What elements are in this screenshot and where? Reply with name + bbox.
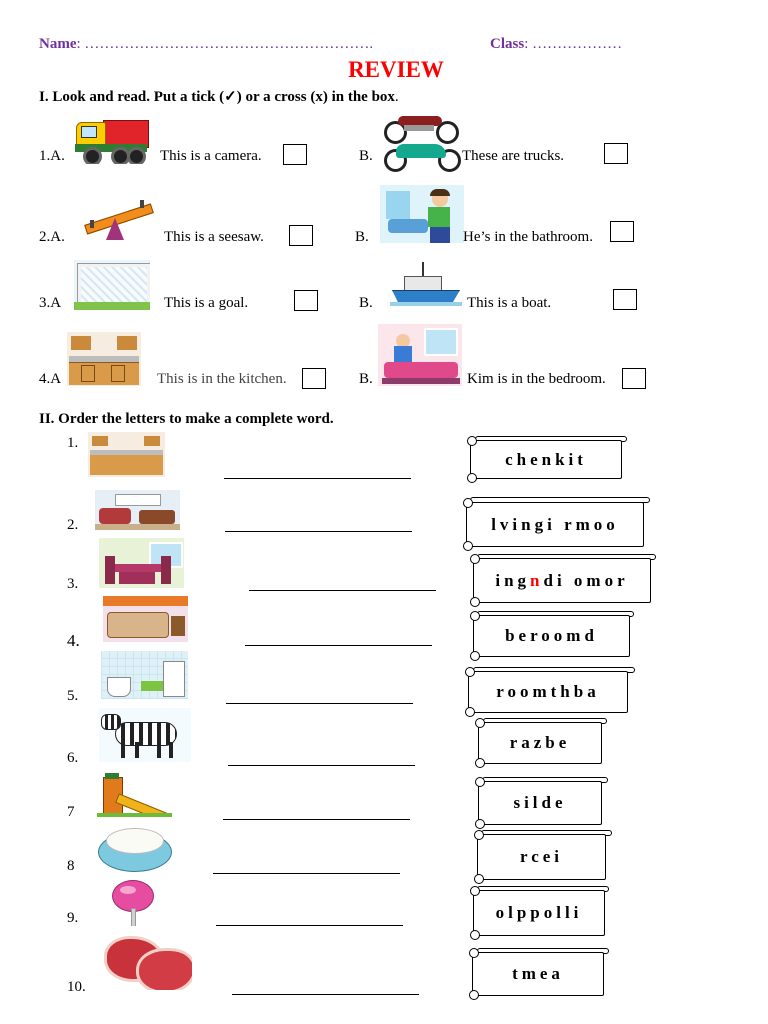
name-field[interactable] [39, 36, 373, 53]
section1-heading [39, 87, 399, 106]
item2a-number: 2.A. [39, 229, 65, 245]
order-item5-number: 5. [67, 688, 79, 704]
meat-icon [100, 930, 192, 990]
item3a-text: This is a goal. [164, 295, 249, 311]
kitchen-icon [67, 332, 141, 386]
order-item2-scroll [466, 502, 644, 547]
item2b-answer-box[interactable] [610, 221, 634, 242]
lollipop-icon [108, 878, 158, 926]
order-item10-scroll [472, 952, 604, 996]
order-item10-scramble: tmea [512, 964, 564, 983]
order-item9-answer-line[interactable] [216, 925, 403, 926]
order-item6-scroll [478, 722, 602, 764]
living-room-icon [95, 490, 180, 530]
truck-icon [73, 112, 149, 164]
order-item7-number: 7 [67, 804, 75, 820]
order-item3-scramble: ing n di omor [495, 570, 629, 590]
name-dots: : …………………………………………………. [76, 36, 374, 52]
order-item6-answer-line[interactable] [228, 765, 415, 766]
item3b-text: This is a boat. [467, 295, 552, 311]
item3a-answer-box[interactable] [294, 290, 318, 311]
name-label: Name [39, 36, 77, 52]
order-item7-scroll [478, 781, 602, 825]
section1-heading-text: I. Look and read. Put a tick (✓) or a cross (x) in the box [39, 89, 395, 105]
order-item6-scramble: razbe [509, 733, 571, 752]
zebra-icon [99, 708, 191, 762]
dining-room-icon [99, 538, 184, 588]
class-dots: : ……………… [524, 36, 623, 52]
order-item3-scroll [473, 558, 651, 603]
page-title: REVIEW [348, 57, 444, 82]
order-item9-number: 9. [67, 910, 79, 926]
order-item1-answer-line[interactable] [224, 478, 411, 479]
rice-icon [96, 826, 172, 872]
order-item6-number: 6. [67, 750, 79, 766]
order-item8-scramble: rcei [519, 847, 564, 866]
item4b-text: Kim is in the bedroom. [467, 371, 606, 387]
goal-icon [74, 260, 150, 310]
item4a-number: 4.A [39, 371, 62, 387]
slide-icon [97, 773, 172, 817]
item1a-answer-box[interactable] [283, 144, 307, 165]
order-item4-scroll [473, 615, 630, 657]
order-item8-scroll [477, 834, 606, 880]
section1-heading-end: . [394, 89, 399, 105]
order-item3-answer-line[interactable] [249, 590, 436, 591]
item1b-answer-box[interactable] [604, 143, 628, 164]
motorbike-icon [380, 112, 462, 172]
boat-icon [390, 260, 462, 310]
bedroom-icon [103, 596, 188, 642]
class-label: Class [490, 36, 525, 52]
order-item5-scroll [468, 671, 628, 713]
item1b-number: B. [359, 148, 373, 164]
item2a-text: This is a seesaw. [164, 229, 264, 245]
item4a-answer-box[interactable] [302, 368, 326, 389]
item2b-number: B. [355, 229, 369, 245]
order-item10-answer-line[interactable] [232, 994, 419, 995]
item4a-text: This is in the kitchen. [157, 371, 287, 387]
order-item9-scroll [473, 890, 605, 936]
order-item2-number: 2. [67, 517, 79, 533]
order-item5-answer-line[interactable] [226, 703, 413, 704]
item3b-number: B. [359, 295, 373, 311]
order-item9-scramble: olppolli [495, 903, 583, 922]
item3a-number: 3.A [39, 295, 62, 311]
order-item1-scroll [470, 440, 622, 479]
item1a-number: 1.A. [39, 148, 65, 164]
order-item7-scramble: silde [513, 793, 567, 812]
order-item3-number: 3. [67, 576, 79, 592]
item2b-text: He’s in the bathroom. [463, 229, 593, 245]
order-item4-scramble: beroomd [505, 626, 598, 645]
order-item2-answer-line[interactable] [225, 531, 412, 532]
order-item7-answer-line[interactable] [223, 819, 410, 820]
class-field[interactable] [490, 36, 622, 53]
order-item4-number: 4. [67, 631, 80, 650]
item2a-answer-box[interactable] [289, 225, 313, 246]
bedroom-icon [378, 324, 462, 386]
bathroom-icon [101, 651, 188, 699]
item3b-answer-box[interactable] [613, 289, 637, 310]
bathroom-icon [380, 185, 464, 243]
order-item5-scramble: roomthba [496, 682, 600, 701]
order-item2-scramble: lvingi rmoo [491, 514, 619, 534]
order-item8-number: 8 [67, 858, 75, 874]
item1a-text: This is a camera. [160, 148, 262, 164]
order-item1-scramble: chenkit [505, 449, 587, 469]
item1b-text: These are trucks. [462, 148, 565, 164]
item4b-number: B. [359, 371, 373, 387]
order-item10-number: 10. [67, 979, 86, 995]
order-item8-answer-line[interactable] [213, 873, 400, 874]
section2-heading: II. Order the letters to make a complete word. [39, 411, 334, 427]
seesaw-icon [80, 194, 156, 244]
item4b-answer-box[interactable] [622, 368, 646, 389]
kitchen-icon [88, 432, 165, 477]
order-item4-answer-line[interactable] [245, 645, 432, 646]
order-item1-number: 1. [67, 435, 79, 451]
